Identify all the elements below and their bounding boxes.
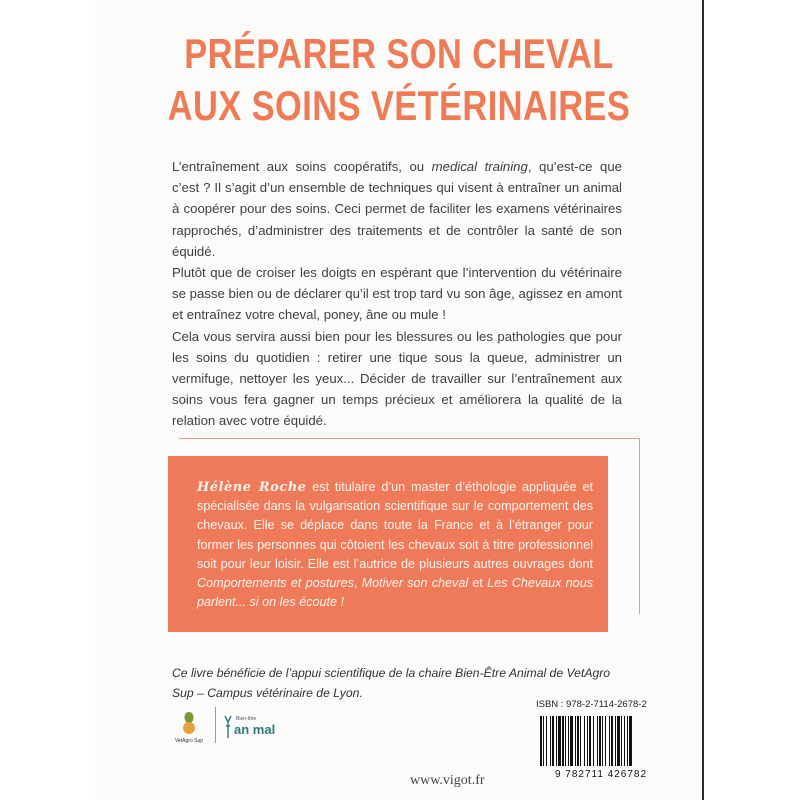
page-edge: [702, 0, 704, 800]
bio-separator-2: et: [468, 576, 488, 591]
barcode-digits: 9 782711 426782: [554, 769, 648, 780]
book-title-3: Les Chevaux nous parlent... si on les écoute !: [197, 576, 593, 610]
bio-frame-right: [639, 438, 640, 614]
publisher-website: www.vigot.fr: [410, 773, 485, 788]
author-name: Hélène Roche: [197, 480, 307, 495]
barcode-bar: [550, 716, 551, 766]
barcode-bar: [621, 716, 622, 766]
bio-separator-1: ,: [353, 576, 362, 591]
barcode-bar: [543, 716, 544, 766]
barcode-bar: [597, 716, 598, 766]
barcode-bars: [540, 716, 632, 766]
barcode-bar: [624, 716, 625, 766]
barcode-bar: [629, 716, 632, 766]
blurb-p1-start: L’entraînement aux soins coopératifs, ou: [172, 159, 432, 174]
isbn: ISBN : 978-2-7114-2678-2: [536, 699, 647, 710]
bea-small-label: Bien-être: [236, 716, 257, 722]
barcode-bar: [609, 716, 610, 766]
blurb: [172, 156, 622, 432]
author-bio: [197, 478, 593, 612]
vetagro-sun-icon: [183, 722, 195, 734]
barcode-bar: [540, 716, 542, 766]
barcode-bar: [587, 716, 588, 766]
barcode-bar: [556, 716, 557, 766]
barcode-bar: [627, 716, 628, 766]
barcode: [534, 714, 668, 780]
bien-etre-animal-logo: [224, 708, 284, 740]
blurb-paragraph-1: [172, 156, 622, 262]
barcode-bar: [593, 716, 594, 766]
barcode-bar: [599, 716, 601, 766]
barcode-bar: [546, 716, 547, 766]
vetagro-label: VetAgro Sup: [174, 738, 204, 744]
barcode-bar: [568, 716, 569, 766]
barcode-bar: [580, 716, 581, 766]
barcode-bar: [577, 716, 579, 766]
title-line-1: PRÉPARER SON CHEVAL: [184, 30, 614, 77]
barcode-bar: [602, 716, 603, 766]
barcode-bar: [562, 716, 564, 766]
blurb-paragraph-2: Plutôt que de croiser les doigts en espérant que l’intervention du vétérinaire se passe bien ou de déclarer qu’il est trop tard vu son âge, agissez en amont et entraînez votre cheval, poney, âne ou mule !: [172, 265, 622, 323]
barcode-bar: [611, 716, 613, 766]
book-title-1: Comportements et postures: [197, 576, 354, 591]
barcode-bar: [584, 716, 585, 766]
barcode-bar: [558, 716, 561, 766]
barcode-bar: [605, 716, 606, 766]
vetagro-sup-logo: [171, 708, 207, 744]
book-title: [150, 28, 649, 132]
barcode-bar: [617, 716, 620, 766]
barcode-bar: [589, 716, 591, 766]
logo-divider: [215, 707, 216, 743]
bio-frame-top: [179, 438, 640, 439]
barcode-bar: [570, 716, 573, 766]
blurb-paragraph-3: Cela vous servira aussi bien pour les blessures ou les pathologies que pour les soins du quotidien : retirer une tique sous la queue, administrer un vermifuge, nettoyer les yeux... Décider de travailler sur l’entraînement aux soins vous fera gagner un temps précieux et améliorera la qualité de la relation avec votre équidé.: [172, 328, 622, 429]
title-line-2: AUX SOINS VÉTÉRINAIRES: [167, 82, 631, 129]
barcode-bar: [565, 716, 566, 766]
book-title-2: Motiver son cheval: [361, 576, 469, 591]
bea-large-label: an mal: [234, 722, 276, 737]
bio-text-1: est titulaire d’un master d’éthologie appliquée et spécialisée dans la vulgarisation scientifique sur le comportement des chevaux. Elle se déplace dans toute la France et à l’étranger pour former les personnes qui côtoient les chevaux soit à titre professionnel soit pour leur loisir. Elle est l’autrice de plusieurs autres ouvrages dont: [197, 480, 593, 571]
scientific-support-note: Ce livre bénéficie de l’appui scientifique de la chaire Bien-Être Animal de VetAgro Sup – Campus vétérinaire de Lyon.: [172, 666, 611, 700]
blurb-p1-end: , qu’est-ce que c’est ? Il s’agit d’un ensemble de techniques qui visent à entraîner un animal à coopérer pour des soins. Ceci permet de faciliter les examens vétérinaires rapprochés, d’administrer des traitements et de contrôler la santé de son équidé.: [172, 159, 623, 259]
barcode-bar: [552, 716, 554, 766]
blurb-p1-term: medical training: [431, 159, 528, 174]
antler-icon: [225, 716, 231, 738]
barcode-bar: [575, 716, 576, 766]
barcode-bar: [615, 716, 616, 766]
